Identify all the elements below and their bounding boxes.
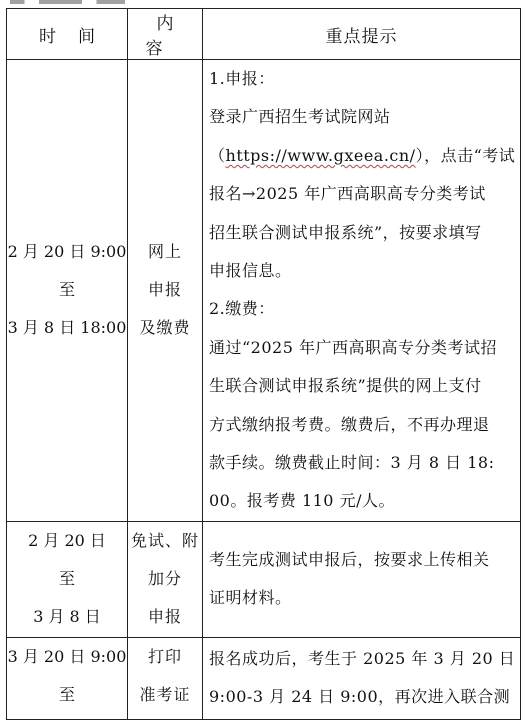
table-row bbox=[7, 521, 521, 637]
table-row bbox=[7, 60, 521, 522]
content-line: 申报 bbox=[147, 607, 182, 627]
time-line: 3 月 8 日 bbox=[33, 607, 101, 627]
time-line: 至 bbox=[58, 280, 75, 300]
time-line: 至 bbox=[58, 569, 75, 589]
content-line: 网上 bbox=[147, 242, 182, 262]
tips-line: 登录广西招生考试院网站 bbox=[209, 107, 391, 127]
tips-line: 报名→2025 年广西高职高专分类考试 bbox=[209, 184, 486, 204]
tips-line: 招生联合测试申报系统”，按要求填写 bbox=[209, 222, 482, 242]
header-tips-label: 重点提示 bbox=[325, 26, 398, 47]
time-line: 2 月 20 日 9:00 bbox=[7, 242, 127, 262]
time-line: 3 月 8 日 18:00 bbox=[7, 318, 127, 338]
tips-line: 1.申报： bbox=[209, 69, 275, 88]
cropped-text-fragment bbox=[10, 0, 250, 4]
tips-line: 生联合测试申报系统”提供的网上支付 bbox=[209, 376, 482, 396]
tips-line-tail: ），点击“考试 bbox=[415, 145, 516, 165]
content-cell bbox=[128, 637, 203, 719]
time-line: 2 月 20 日 bbox=[28, 531, 106, 551]
tips-line: 款手续。缴费截止时间：3 月 8 日 18: bbox=[209, 453, 495, 473]
header-content-label: 内容 bbox=[145, 14, 196, 59]
header-time bbox=[7, 9, 128, 60]
header-row bbox=[7, 9, 521, 60]
tips-line: 证明材料。 bbox=[209, 588, 292, 608]
tips-cell bbox=[203, 637, 521, 719]
tips-line: 00。报考费 110 元/人。 bbox=[209, 491, 395, 511]
tips-line: 9:00-3 月 24 日 9:00，再次进入联合测 bbox=[209, 687, 511, 707]
table-row bbox=[7, 637, 521, 719]
header-tips bbox=[203, 9, 521, 60]
content-cell bbox=[128, 60, 203, 522]
content-cell bbox=[128, 521, 203, 637]
header-time-label: 时间 bbox=[39, 26, 117, 47]
content-line: 免试、附 bbox=[130, 531, 199, 551]
content-line: 及缴费 bbox=[139, 318, 191, 338]
content-line: 申报 bbox=[147, 280, 182, 300]
paren-open: （ bbox=[209, 145, 226, 165]
tips-line: 方式缴纳报考费。缴费后，不再办理退 bbox=[209, 414, 490, 434]
time-line: 至 bbox=[58, 684, 75, 704]
website-link[interactable]: https://www.gxeea.cn/ bbox=[225, 145, 416, 165]
tips-line: 申报信息。 bbox=[209, 261, 292, 281]
tips-line: 考生完成测试申报后，按要求上传相关 bbox=[209, 549, 490, 569]
time-cell bbox=[7, 60, 128, 522]
schedule-table bbox=[6, 8, 521, 720]
tips-line bbox=[209, 137, 516, 175]
schedule-sheet bbox=[6, 8, 520, 720]
time-line: 3 月 20 日 9:00 bbox=[7, 646, 127, 666]
content-line: 准考证 bbox=[139, 684, 191, 704]
tips-line: 通过“2025 年广西高职高专分类考试招 bbox=[209, 337, 497, 357]
tips-line: 2.缴费： bbox=[209, 299, 275, 319]
time-cell bbox=[7, 637, 128, 719]
header-content bbox=[128, 9, 203, 60]
tips-line: 报名成功后，考生于 2025 年 3 月 20 日 bbox=[209, 648, 516, 668]
content-line: 加分 bbox=[147, 569, 182, 589]
content-line: 打印 bbox=[147, 646, 182, 666]
time-cell bbox=[7, 521, 128, 637]
tips-cell bbox=[203, 521, 521, 637]
tips-cell bbox=[203, 60, 521, 522]
